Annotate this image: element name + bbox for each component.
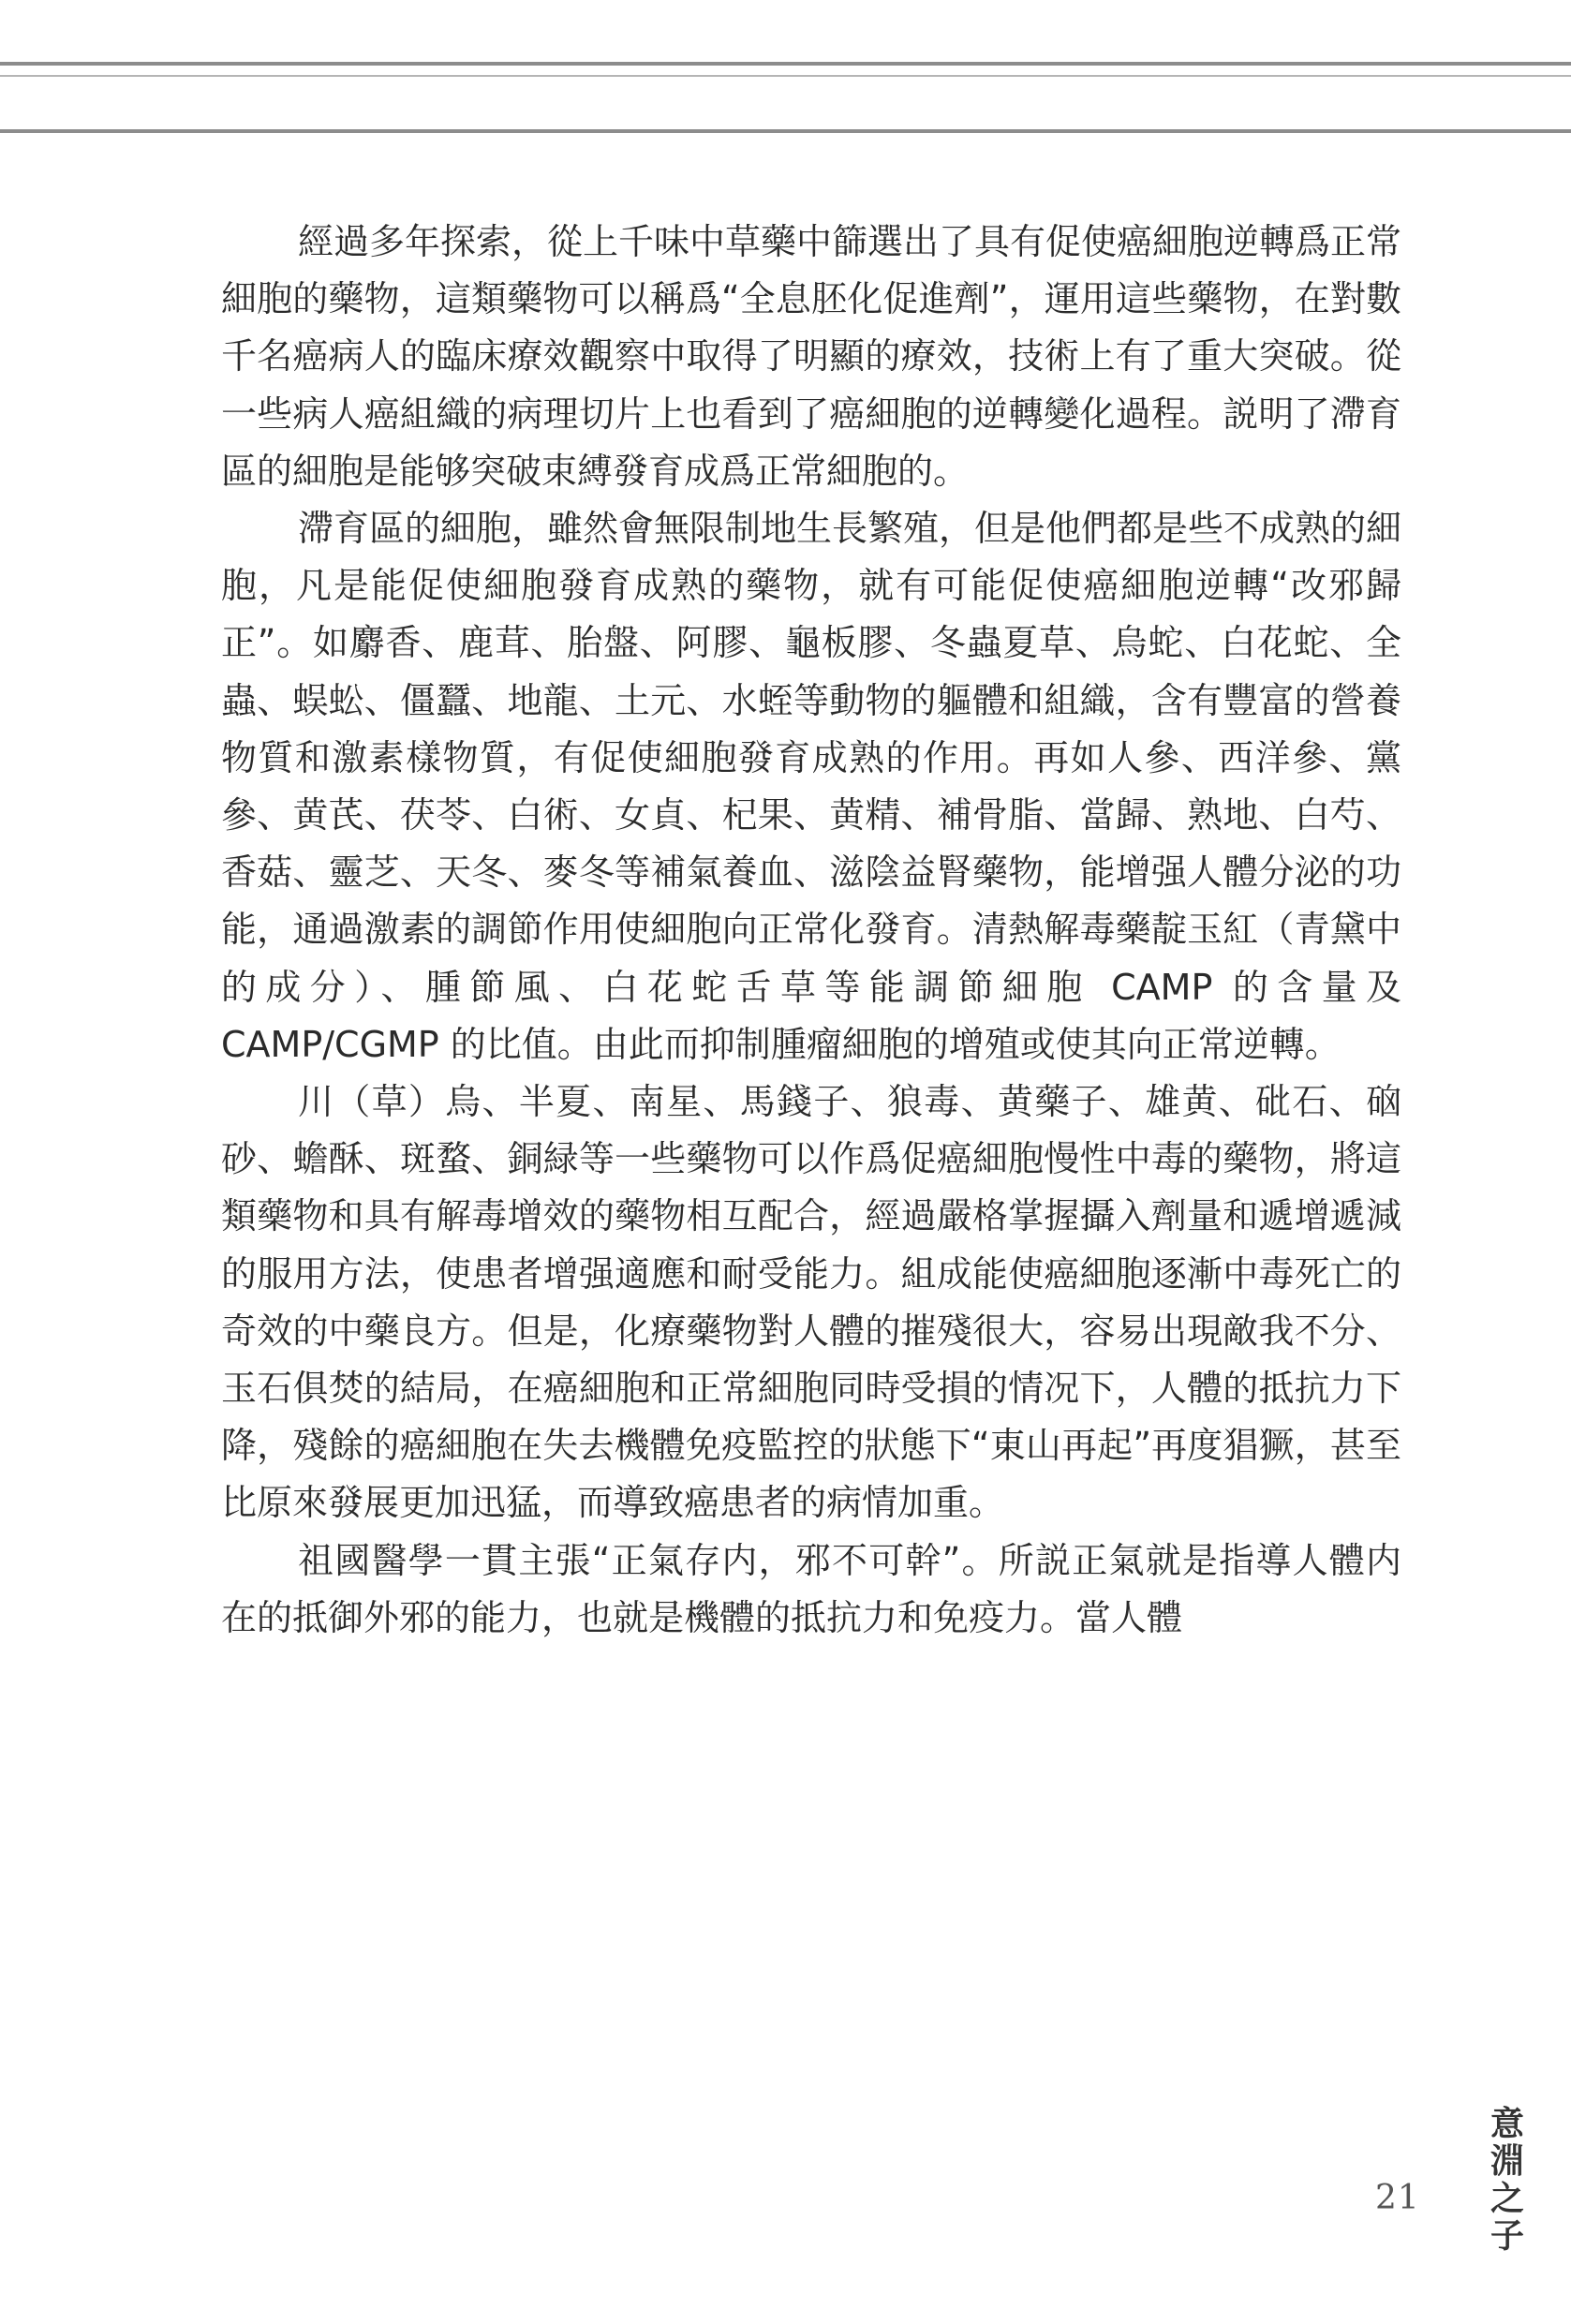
header-rule-middle	[0, 75, 1571, 77]
paragraph-1: 經過多年探索，從上千味中草藥中篩選出了具有促使癌細胞逆轉爲正常細胞的藥物，這類藥物可以稱爲“全息胚化促進劑”，運用這些藥物，在對數千名癌病人的臨床療效觀察中取得了明顯的療效，技術上有了重大突破。從一些病人癌組織的病理切片上也看到了癌細胞的逆轉變化過程。説明了滯育區的細胞是能够突破束縛發育成爲正常細胞的。	[221, 221, 1402, 492]
body-text	[221, 214, 1401, 1647]
paragraph-4: 祖國醫學一貫主張“正氣存内，邪不可幹”。所説正氣就是指導人體内在的抵御外邪的能力，也就是機體的抵抗力和免疫力。當人體	[221, 1539, 1401, 1638]
header-rule-top	[0, 62, 1571, 66]
header-rule-bottom	[0, 129, 1571, 133]
page-number: 21	[1375, 2179, 1420, 2217]
paragraph-2: 滯育區的細胞，雖然會無限制地生長繁殖，但是他們都是些不成熟的細胞，凡是能促使細胞發育成熟的藥物，就有可能促使癌細胞逆轉“改邪歸正”。如麝香、鹿茸、胎盤、阿膠、龜板膠、冬蟲夏草、烏蛇、白花蛇、全蟲、蜈蚣、僵蠶、地龍、土元、水蛭等動物的軀體和組織，含有豐富的營養物質和激素樣物質，有促使細胞發育成熟的作用。再如人參、西洋參、黨參、黄芪、茯苓、白術、女貞、杞果、黄精、補骨脂、當歸、熟地、白芍、香菇、靈芝、天冬、麥冬等補氣養血、滋陰益腎藥物，能增强人體分泌的功能，通過激素的調節作用使細胞向正常化發育。清熱解毒藥靛玉紅（青黛中的成分）、腫節風、白花蛇舌草等能調節細胞 CAMP 的含量及 CAMP/CGMP 的比值。由此而抑制腫瘤細胞的增殖或使其向正常逆轉。	[221, 508, 1402, 1065]
running-book-title: 意淵之子	[1489, 2105, 1524, 2256]
paragraph-3: 川（草）烏、半夏、南星、馬錢子、狼毒、黄藥子、雄黄、砒石、硇砂、蟾酥、斑蝥、銅緑等一些藥物可以作爲促癌細胞慢性中毒的藥物，將這類藥物和具有解毒增效的藥物相互配合，經過嚴格掌握攝入劑量和遞增遞減的服用方法，使患者增强適應和耐受能力。組成能使癌細胞逐漸中毒死亡的奇效的中藥良方。但是，化療藥物對人體的摧殘很大，容易出現敵我不分、玉石俱焚的結局，在癌細胞和正常細胞同時受損的情况下，人體的抵抗力下降，殘餘的癌細胞在失去機體免疫監控的狀態下“東山再起”再度猖獗，甚至比原來發展更加迅猛，而導致癌患者的病情加重。	[221, 1081, 1401, 1524]
